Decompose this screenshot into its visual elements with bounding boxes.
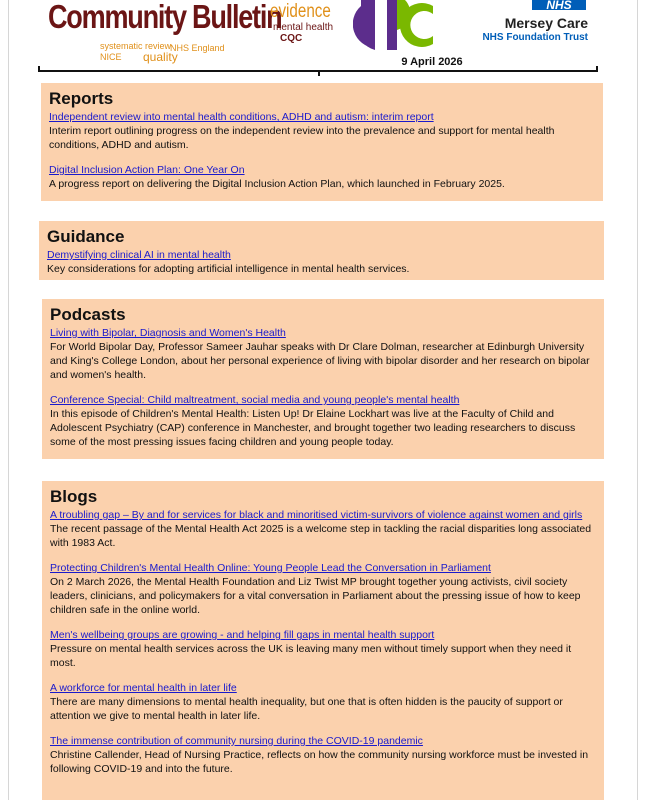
section-title: Reports bbox=[49, 89, 114, 108]
list-item bbox=[50, 734, 596, 776]
org-name: Mersey Care bbox=[504, 15, 588, 31]
item-link[interactable]: Digital Inclusion Action Plan: One Year On bbox=[49, 164, 245, 176]
item-link[interactable]: Protecting Children's Mental Health Online: Young People Lead the Conversation in Parliament bbox=[50, 562, 491, 574]
item-description: There are many dimensions to mental health inequality, but one that is often hidden is the paucity of support or attention we give to mental health in later life. bbox=[50, 696, 563, 722]
nhs-logo: NHS bbox=[532, 0, 586, 10]
list-item bbox=[50, 628, 596, 670]
list-item bbox=[49, 110, 595, 152]
podcasts-section bbox=[42, 299, 604, 459]
item-description: Interim report outlining progress on the independent review into the prevalence and support for mental health conditions, ADHD and autism. bbox=[49, 125, 555, 151]
item-link[interactable]: The immense contribution of community nursing during the COVID-19 pandemic bbox=[50, 735, 423, 747]
item-link[interactable]: Independent review into mental health conditions, ADHD and autism: interim report bbox=[49, 111, 434, 123]
list-item bbox=[50, 326, 596, 382]
reports-section bbox=[41, 83, 603, 201]
header-divider-tick bbox=[596, 66, 598, 72]
item-link[interactable]: Living with Bipolar, Diagnosis and Women's Health bbox=[50, 327, 286, 339]
section-title: Podcasts bbox=[50, 305, 126, 324]
item-description: A progress report on delivering the Digital Inclusion Action Plan, which launched in February 2025. bbox=[49, 178, 505, 190]
item-description: In this episode of Children's Mental Health: Listen Up! Dr Elaine Lockhart was live at the Faculty of Child and Adolescent Psychiatry (CAP) conference in Manchester, and brought together two leading researchers to discuss some of the most pressing issues facing children and young people today. bbox=[50, 408, 576, 448]
list-item bbox=[50, 681, 596, 723]
guidance-section bbox=[39, 221, 604, 280]
wordcloud-word: mental health bbox=[273, 22, 334, 33]
item-description: Pressure on mental health services across the UK is leaving many men without timely support when they need it most. bbox=[50, 643, 572, 669]
item-description: For World Bipolar Day, Professor Sameer Jauhar speaks with Dr Clare Dolman, researcher at Edinburgh University and King's College London, about her personal experience of living with bipolar disorder and her research on bipolar and women's health. bbox=[50, 341, 590, 381]
item-link[interactable]: A workforce for mental health in later life bbox=[50, 682, 237, 694]
list-item bbox=[50, 561, 596, 617]
page-edge bbox=[8, 0, 9, 800]
wordcloud-word: CQC bbox=[280, 33, 303, 44]
section-title: Guidance bbox=[47, 227, 125, 246]
item-description: Key considerations for adopting artificial intelligence in mental health services. bbox=[47, 263, 410, 275]
item-link[interactable]: A troubling gap – By and for services for black and minoritised victim-survivors of violence against women and girls bbox=[50, 509, 583, 521]
page-edge bbox=[637, 0, 638, 800]
header-divider-tick bbox=[38, 66, 40, 72]
list-item bbox=[50, 508, 596, 550]
item-link[interactable]: Men's wellbeing groups are growing - and helping fill gaps in mental health support bbox=[50, 629, 435, 641]
list-item bbox=[47, 248, 596, 276]
wordcloud-word: NICE bbox=[100, 52, 122, 62]
wordcloud-word: quality bbox=[143, 50, 178, 64]
list-item bbox=[50, 393, 596, 449]
wordcloud-word: evidence bbox=[270, 1, 331, 22]
bulletin-date: 9 April 2026 bbox=[401, 56, 463, 68]
item-link[interactable]: Demystifying clinical AI in mental health bbox=[47, 249, 231, 261]
item-description: Christine Callender, Head of Nursing Practice, reflects on how the community nursing workforce must be invested in following COVID-19 and into the future. bbox=[50, 749, 589, 775]
list-item bbox=[49, 163, 595, 191]
wordcloud-word: NHS England bbox=[170, 43, 225, 53]
item-description: The recent passage of the Mental Health Act 2025 is a welcome step in tackling the racial disparities long associated with 1983 Act. bbox=[50, 523, 592, 549]
blogs-section bbox=[42, 481, 604, 800]
item-description: On 2 March 2026, the Mental Health Foundation and Liz Twist MP brought together young activists, civil society leaders, clinicians, and policymakers for a vital conversation in Parliament about the pressing issue of how to keep children safe in the online world. bbox=[50, 576, 581, 616]
header-divider-tick bbox=[318, 70, 320, 76]
item-link[interactable]: Conference Special: Child maltreatment, social media and young people's mental health bbox=[50, 394, 460, 406]
cpc-logo bbox=[353, 0, 437, 52]
bulletin-title: Community Bulletin bbox=[48, 0, 282, 35]
bulletin-wordcloud-logo bbox=[48, 0, 338, 70]
wordcloud-word: systematic review bbox=[100, 41, 172, 51]
bulletin-header bbox=[0, 0, 646, 80]
section-title: Blogs bbox=[50, 487, 98, 506]
org-subtitle: NHS Foundation Trust bbox=[482, 32, 588, 43]
